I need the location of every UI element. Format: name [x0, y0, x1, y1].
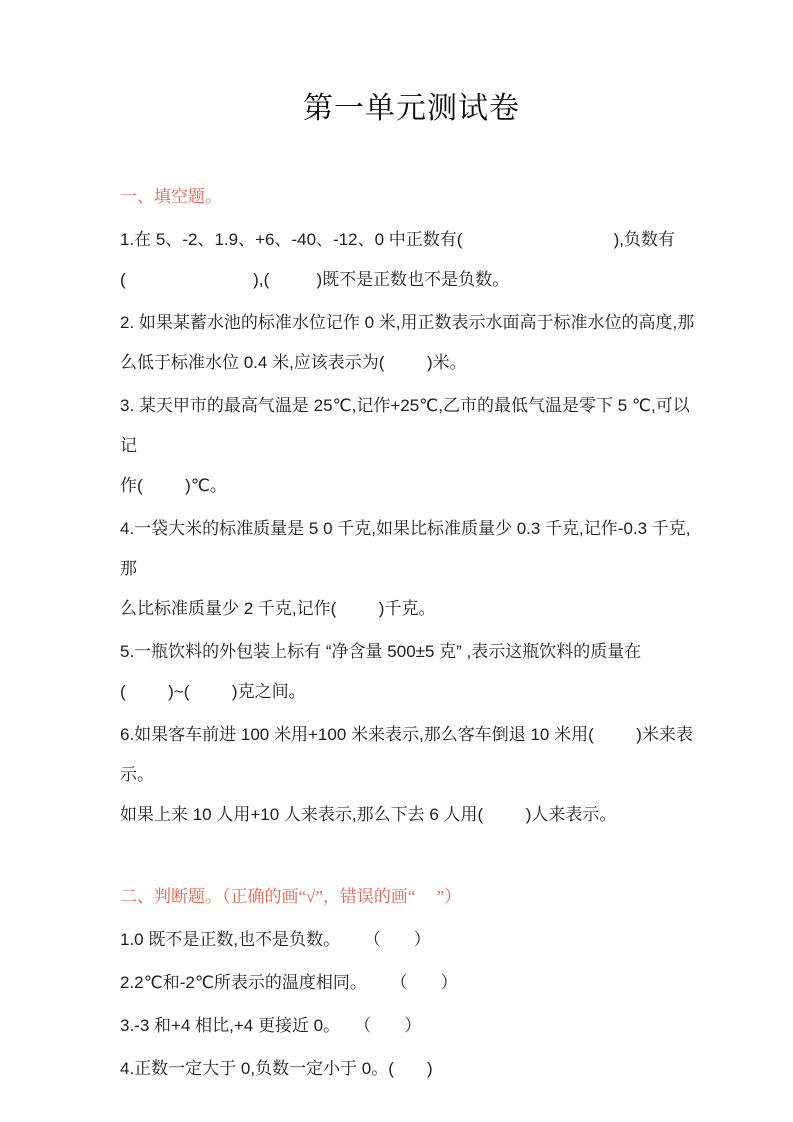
question-line: ( ),( )既不是正数也不是负数。 [120, 270, 510, 289]
judgment-question-3 [120, 1006, 703, 1046]
question-line: ( )~( )克之间。 [120, 682, 306, 701]
question-line: 3. 某天甲市的最高气温是 25℃,记作+25℃,乙市的最低气温是零下 5 ℃,可以记 [120, 396, 690, 455]
section-true-false [120, 877, 703, 1089]
fill-in-question-1 [120, 220, 703, 300]
fill-in-question-6 [120, 715, 703, 835]
fill-in-question-4 [120, 509, 703, 629]
question-line: 1.在 5、-2、1.9、+6、-40、-12、0 中正数有( ),负数有 [120, 230, 675, 249]
question-line: 作( )℃。 [120, 476, 227, 495]
question-line: 3.-3 和+4 相比,+4 更接近 0。 （ ） [120, 1016, 422, 1035]
question-line: 5.一瓶饮料的外包装上标有 “净含量 500±5 克” ,表示这瓶饮料的质量在 [120, 642, 642, 661]
section-fill-in-blanks [120, 177, 703, 835]
question-line: 么比标准质量少 2 千克,记作( )千克。 [120, 599, 436, 618]
question-line: 1.0 既不是正数,也不是负数。 （ ） [120, 930, 431, 949]
page-title: 第一单元测试卷 [303, 92, 520, 125]
fill-in-question-2 [120, 303, 703, 383]
question-line: 2. 如果某蓄水池的标准水位记作 0 米,用正数表示水面高于标准水位的高度,那 [120, 313, 695, 332]
judgment-question-4 [120, 1049, 703, 1089]
fill-in-question-3 [120, 386, 703, 506]
judgment-question-1 [120, 920, 703, 960]
question-line: 4.正数一定大于 0,负数一定小于 0。( ) [120, 1059, 433, 1078]
judgment-question-2 [120, 963, 703, 1003]
section-heading-fill-in: 一、填空题。 [120, 187, 222, 206]
section-heading-true-false: 二、判断题。（正确的画“√”，错误的画“ ”） [120, 887, 462, 906]
question-line: 6.如果客车前进 100 米用+100 米来表示,那么客车倒退 10 米用( )米来表示。 [120, 725, 693, 784]
question-line: 如果上来 10 人用+10 人来表示,那么下去 6 人用( )人来表示。 [120, 805, 617, 824]
question-line: 2.2℃和-2℃所表示的温度相同。 （ ） [120, 973, 458, 992]
question-line: 么低于标准水位 0.4 米,应该表示为( )米。 [120, 353, 467, 372]
fill-in-question-5 [120, 632, 703, 712]
question-line: 4.一袋大米的标准质量是 5 0 千克,如果比标准质量少 0.3 千克,记作-0.3 千克,那 [120, 519, 691, 578]
